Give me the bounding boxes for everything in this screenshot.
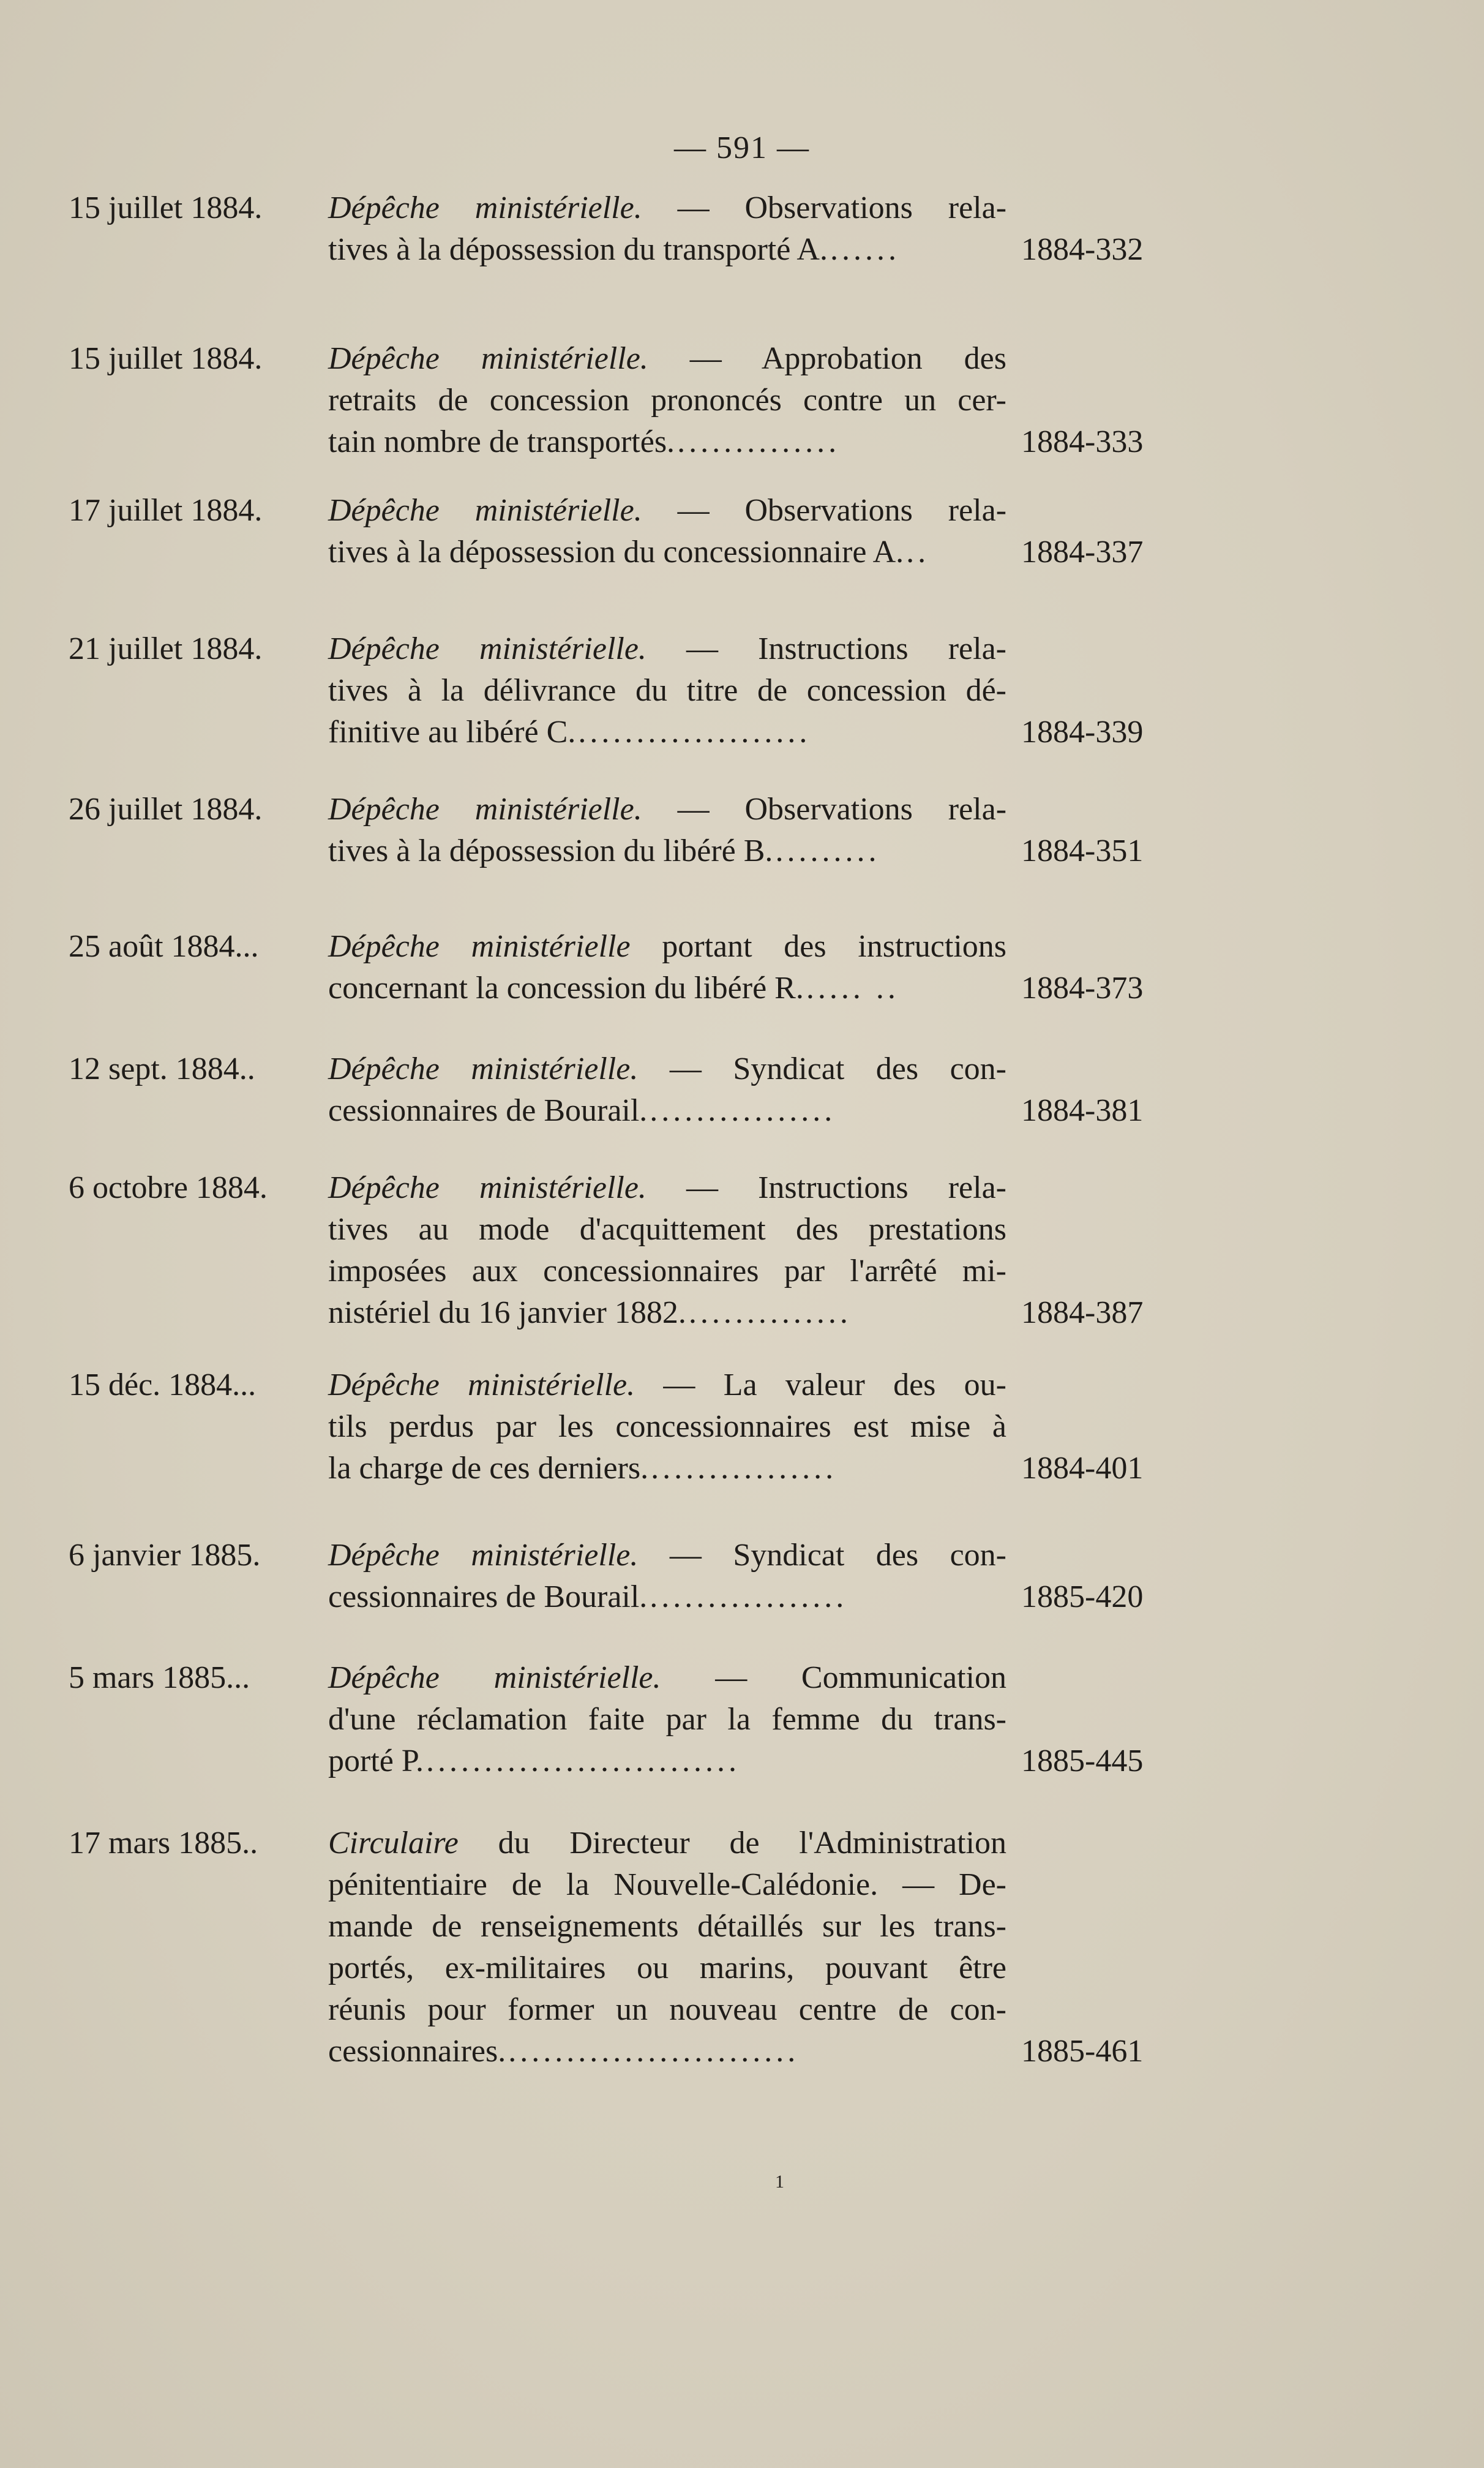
line-text: tain nombre de transportés.	[328, 424, 675, 459]
description-line	[328, 338, 1006, 380]
description-line	[328, 926, 1006, 968]
italic-title: Dépêche ministérielle.	[328, 631, 646, 666]
line-text: pénitentiaire de la Nouvelle-Calédonie. — De-	[328, 1867, 1006, 1902]
leader-dots: ................	[650, 1093, 836, 1128]
leader-dots: ..............	[677, 424, 841, 459]
entry-reference: 1884-333	[1021, 424, 1144, 459]
entry-date: 6 octobre 1884.	[69, 1170, 268, 1205]
description-line	[328, 1740, 1006, 1782]
leader-dots: ...........................	[426, 1744, 740, 1778]
entry-date: 15 déc. 1884...	[69, 1368, 257, 1402]
entry-date: 25 août 1884...	[69, 929, 259, 964]
line-text: porté P.	[328, 1744, 424, 1778]
description-line	[328, 490, 1006, 532]
line-text: tives à la délivrance du titre de concession dé-	[328, 673, 1006, 708]
entry-reference: 1885-420	[1021, 1579, 1144, 1614]
description-line	[328, 628, 1006, 670]
description-line	[328, 789, 1006, 830]
leader-dots: ..............	[688, 1295, 852, 1330]
line-text: tils perdus par les concessionnaires est mise à	[328, 1409, 1006, 1444]
line-text: — Approbation des	[648, 341, 1006, 376]
leader-dots: ......	[830, 232, 900, 267]
line-text: cessionnaires de Bourail.	[328, 1093, 648, 1128]
line-text: — Syndicat des con-	[638, 1538, 1007, 1573]
description-line	[328, 1406, 1006, 1448]
description-line	[328, 187, 1006, 229]
line-text: retraits de concession prononcés contre un cer-	[328, 383, 1006, 418]
description-line	[328, 1535, 1006, 1576]
description-line	[328, 1864, 1006, 1906]
description-line	[328, 1167, 1006, 1209]
line-text: — Instructions rela-	[646, 1170, 1006, 1205]
italic-title: Dépêche ministérielle	[328, 929, 631, 964]
line-text: la charge de ces derniers.	[328, 1451, 649, 1486]
italic-title: Dépêche ministérielle.	[328, 1052, 639, 1086]
entry-reference: 1884-337	[1021, 535, 1144, 570]
description-line	[328, 1657, 1006, 1699]
line-text: imposées aux concessionnaires par l'arrêté mi-	[328, 1254, 1006, 1289]
entry-description	[328, 1823, 1006, 2072]
entry-date: 15 juillet 1884.	[69, 190, 263, 225]
line-text: portant des instructions	[630, 929, 1007, 964]
description-line	[328, 1699, 1006, 1740]
entry-date: 6 janvier 1885.	[69, 1538, 261, 1573]
line-text: — Observations rela-	[642, 190, 1007, 225]
description-line	[328, 712, 1006, 753]
entry-description	[328, 1167, 1006, 1334]
leader-dots: ..	[906, 535, 930, 570]
entry-description	[328, 789, 1006, 872]
entry-reference: 1884-351	[1021, 833, 1144, 868]
line-text: — Syndicat des con-	[638, 1052, 1007, 1086]
description-line	[328, 1364, 1006, 1406]
line-text: d'une réclamation faite par la femme du trans-	[328, 1702, 1006, 1737]
entry-date: 21 juillet 1884.	[69, 631, 263, 666]
entry-description	[328, 1364, 1006, 1489]
italic-title: Dépêche ministérielle.	[328, 341, 648, 376]
line-text: mande de renseignements détaillés sur les trans-	[328, 1909, 1006, 1944]
entry-description	[328, 1048, 1006, 1132]
entry-reference: 1884-387	[1021, 1295, 1144, 1330]
description-line	[328, 968, 1006, 1009]
description-line	[328, 1823, 1006, 1864]
line-text: finitive au libéré C.	[328, 715, 576, 750]
entry-reference: 1885-461	[1021, 2034, 1144, 2069]
line-text: portés, ex-militaires ou marins, pouvant être	[328, 1951, 1006, 1985]
italic-title: Dépêche ministérielle.	[328, 1170, 646, 1205]
line-text: tives à la dépossession du libéré B.	[328, 833, 773, 868]
footer-mark: 1	[775, 2172, 784, 2192]
description-line	[328, 1048, 1006, 1090]
description-line	[328, 670, 1006, 712]
description-line	[328, 2031, 1006, 2072]
leader-dots: .................	[650, 1579, 848, 1614]
description-line	[328, 380, 1006, 421]
entry-date: 17 juillet 1884.	[69, 493, 263, 528]
italic-title: Dépêche ministérielle.	[328, 1368, 635, 1402]
entry-description	[328, 338, 1006, 463]
entry-description	[328, 628, 1006, 753]
entry-reference: 1884-332	[1021, 232, 1144, 267]
italic-title: Dépêche ministérielle.	[328, 190, 642, 225]
line-text: concernant la concession du libéré R.	[328, 971, 804, 1006]
entry-description	[328, 1535, 1006, 1618]
entry-reference: 1885-445	[1021, 1744, 1144, 1778]
italic-title: Dépêche ministérielle.	[328, 1660, 661, 1695]
line-text: réunis pour former un nouveau centre de con-	[328, 1992, 1006, 2027]
line-text: — La valeur des ou-	[635, 1368, 1006, 1402]
line-text: tives à la dépossession du transporté A.	[328, 232, 828, 267]
entry-description	[328, 187, 1006, 271]
line-text: — Communication	[661, 1660, 1006, 1695]
entry-reference: 1884-381	[1021, 1093, 1144, 1128]
description-line	[328, 1292, 1006, 1334]
entry-reference: 1884-401	[1021, 1451, 1144, 1486]
entry-date: 12 sept. 1884..	[69, 1052, 255, 1086]
line-text: cessionnaires.	[328, 2034, 506, 2069]
description-line	[328, 1947, 1006, 1989]
entry-date: 26 juillet 1884.	[69, 792, 263, 827]
line-text: du Directeur de l'Administration	[458, 1826, 1006, 1860]
line-text: — Observations rela-	[642, 792, 1007, 827]
line-text: tives à la dépossession du concessionnaire A.	[328, 535, 904, 570]
leader-dots: .........................	[508, 2034, 800, 2069]
description-line	[328, 1906, 1006, 1947]
leader-dots: ................	[651, 1451, 838, 1486]
italic-title: Dépêche ministérielle.	[328, 792, 642, 827]
entry-description	[328, 1657, 1006, 1782]
italic-title: Circulaire	[328, 1826, 459, 1860]
line-text: nistériel du 16 janvier 1882.	[328, 1295, 686, 1330]
description-line	[328, 1090, 1006, 1132]
description-line	[328, 1209, 1006, 1251]
description-line	[328, 1251, 1006, 1292]
entry-date: 15 juillet 1884.	[69, 341, 263, 376]
entry-date: 17 mars 1885..	[69, 1826, 258, 1860]
description-line	[328, 830, 1006, 872]
italic-title: Dépêche ministérielle.	[328, 1538, 639, 1573]
entry-reference: 1884-373	[1021, 971, 1144, 1006]
description-line	[328, 1989, 1006, 2031]
leader-dots: ..... ..	[806, 971, 899, 1006]
description-line	[328, 1576, 1006, 1618]
line-text: — Observations rela-	[642, 493, 1007, 528]
description-line	[328, 532, 1006, 573]
description-line	[328, 229, 1006, 271]
line-text: tives au mode d'acquittement des prestations	[328, 1212, 1006, 1247]
entry-description	[328, 926, 1006, 1009]
leader-dots: .........	[775, 833, 880, 868]
entry-description	[328, 490, 1006, 573]
line-text: — Instructions rela-	[646, 631, 1006, 666]
entry-date: 5 mars 1885...	[69, 1660, 250, 1695]
entry-reference: 1884-339	[1021, 715, 1144, 750]
description-line	[328, 421, 1006, 463]
description-line	[328, 1448, 1006, 1489]
line-text: cessionnaires de Bourail.	[328, 1579, 648, 1614]
italic-title: Dépêche ministérielle.	[328, 493, 642, 528]
page-number: — 591 —	[674, 130, 810, 165]
leader-dots: ....................	[578, 715, 811, 750]
